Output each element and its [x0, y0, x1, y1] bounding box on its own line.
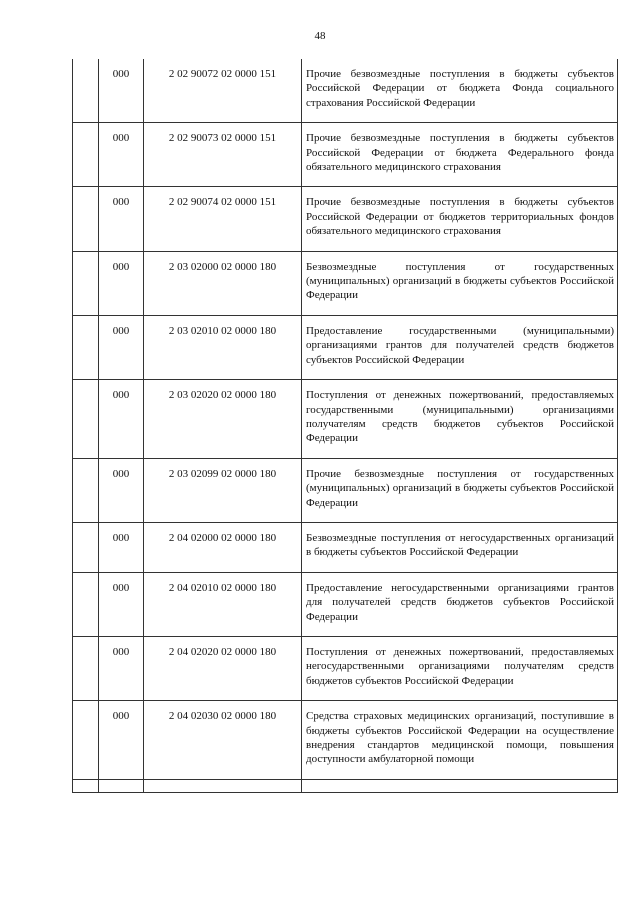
- table-row: [73, 123, 618, 187]
- admin-code-cell: 000: [99, 380, 144, 459]
- budget-code-cell: 2 04 02030 02 0000 180: [144, 701, 302, 780]
- budget-code-cell: 2 02 90073 02 0000 151: [144, 123, 302, 187]
- table-row: [73, 458, 618, 522]
- blank-cell: [73, 187, 99, 251]
- table-row: [73, 251, 618, 315]
- revenue-name-cell: Прочие безвозмездные поступления в бюджеты субъектов Российской Федерации от бюджета Фонда социального страхования Российской Федерации: [302, 59, 618, 123]
- budget-classification-table: [72, 59, 618, 793]
- blank-cell: [73, 380, 99, 459]
- page-number: 48: [314, 30, 326, 42]
- revenue-name-cell: Прочие безвозмездные поступления в бюджеты субъектов Российской Федерации от бюджета Федерального фонда обязательного медицинского страхования: [302, 123, 618, 187]
- blank-cell: [73, 59, 99, 123]
- admin-code-cell: 000: [99, 187, 144, 251]
- budget-code-cell: 2 03 02099 02 0000 180: [144, 458, 302, 522]
- table-row: [73, 701, 618, 780]
- table-row: [73, 59, 618, 123]
- table-body: [73, 59, 618, 792]
- admin-code-cell: 000: [99, 123, 144, 187]
- table-row: [73, 636, 618, 700]
- budget-code-cell: 2 02 90074 02 0000 151: [144, 187, 302, 251]
- revenue-name-cell: Безвозмездные поступления от государственных (муниципальных) организаций в бюджеты субъектов Российской Федерации: [302, 251, 618, 315]
- filler-cell: [302, 779, 618, 792]
- blank-cell: [73, 315, 99, 379]
- revenue-name-cell: Средства страховых медицинских организаций, поступившие в бюджеты субъектов Российской Федерации на осуществление внедрения стандартов медицинской помощи, повышения доступности амбулаторной помощи: [302, 701, 618, 780]
- revenue-name-cell: Безвозмездные поступления от негосударственных организаций в бюджеты субъектов Российской Федерации: [302, 522, 618, 572]
- admin-code-cell: 000: [99, 458, 144, 522]
- budget-code-cell: 2 03 02010 02 0000 180: [144, 315, 302, 379]
- budget-code-cell: 2 04 02000 02 0000 180: [144, 522, 302, 572]
- table-filler-row: [73, 779, 618, 792]
- filler-cell: [73, 779, 99, 792]
- admin-code-cell: 000: [99, 636, 144, 700]
- table-row: [73, 187, 618, 251]
- revenue-name-cell: Предоставление государственными (муниципальными) организациями грантов для получателей средств бюджетов субъектов Российской Федерации: [302, 315, 618, 379]
- admin-code-cell: 000: [99, 701, 144, 780]
- admin-code-cell: 000: [99, 59, 144, 123]
- budget-code-cell: 2 03 02000 02 0000 180: [144, 251, 302, 315]
- blank-cell: [73, 251, 99, 315]
- revenue-name-cell: Предоставление негосударственными организациями грантов для получателей средств бюджетов субъектов Российской Федерации: [302, 572, 618, 636]
- table-row: [73, 380, 618, 459]
- revenue-name-cell: Прочие безвозмездные поступления от государственных (муниципальных) организаций в бюджеты субъектов Российской Федерации: [302, 458, 618, 522]
- blank-cell: [73, 123, 99, 187]
- revenue-name-cell: Поступления от денежных пожертвований, предоставляемых государственными (муниципальными) организациями получателям средств бюджетов субъектов Российской Федерации: [302, 380, 618, 459]
- admin-code-cell: 000: [99, 522, 144, 572]
- admin-code-cell: 000: [99, 315, 144, 379]
- admin-code-cell: 000: [99, 572, 144, 636]
- table-row: [73, 572, 618, 636]
- table-row: [73, 315, 618, 379]
- budget-code-cell: 2 04 02010 02 0000 180: [144, 572, 302, 636]
- revenue-name-cell: Прочие безвозмездные поступления в бюджеты субъектов Российской Федерации от бюджетов территориальных фондов обязательного медицинского страхования: [302, 187, 618, 251]
- blank-cell: [73, 572, 99, 636]
- blank-cell: [73, 636, 99, 700]
- budget-code-cell: 2 04 02020 02 0000 180: [144, 636, 302, 700]
- filler-cell: [144, 779, 302, 792]
- table-row: [73, 522, 618, 572]
- budget-code-cell: 2 02 90072 02 0000 151: [144, 59, 302, 123]
- blank-cell: [73, 458, 99, 522]
- admin-code-cell: 000: [99, 251, 144, 315]
- blank-cell: [73, 701, 99, 780]
- filler-cell: [99, 779, 144, 792]
- budget-code-cell: 2 03 02020 02 0000 180: [144, 380, 302, 459]
- blank-cell: [73, 522, 99, 572]
- revenue-name-cell: Поступления от денежных пожертвований, предоставляемых негосударственными организациями получателям средств бюджетов субъектов Российской Федерации: [302, 636, 618, 700]
